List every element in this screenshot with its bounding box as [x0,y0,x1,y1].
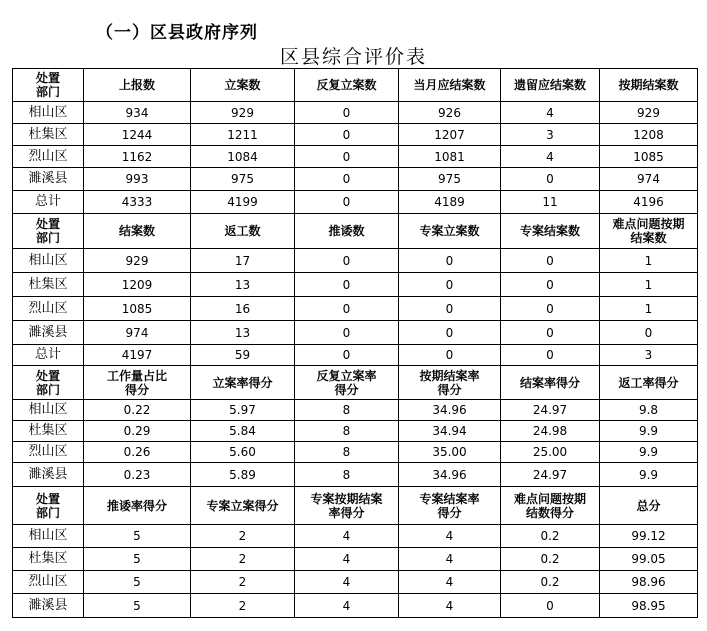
value-cell: 1211 [191,124,295,146]
value-cell: 24.98 [501,421,600,442]
value-cell: 4 [295,548,399,571]
value-cell: 4 [501,146,600,168]
value-cell: 0 [295,321,399,345]
value-cell: 2 [191,571,295,594]
table-row [13,548,698,571]
value-cell: 4 [399,594,501,618]
value-cell: 2 [191,594,295,618]
value-cell: 0.2 [501,548,600,571]
district-cell: 烈山区 [13,442,84,463]
header-cell: 专案结案数 [501,214,600,249]
district-cell: 杜集区 [13,548,84,571]
header-cell: 上报数 [84,69,191,102]
table-row [13,168,698,191]
value-cell: 0 [399,249,501,273]
district-cell: 总计 [13,345,84,366]
value-cell: 16 [191,297,295,321]
value-cell: 929 [84,249,191,273]
value-cell: 0.22 [84,400,191,421]
header-row [13,366,698,400]
header-cell: 推诿率得分 [84,487,191,525]
header-cell: 总分 [600,487,698,525]
value-cell: 993 [84,168,191,191]
header-cell: 结案率得分 [501,366,600,400]
value-cell: 4 [501,102,600,124]
value-cell: 0.2 [501,571,600,594]
header-cell: 专案按期结案 率得分 [295,487,399,525]
value-cell: 0.2 [501,525,600,548]
value-cell: 0 [501,297,600,321]
table-row [13,571,698,594]
header-cell: 结案数 [84,214,191,249]
value-cell: 929 [191,102,295,124]
value-cell: 0 [295,102,399,124]
table-row [13,442,698,463]
value-cell: 99.12 [600,525,698,548]
header-cell: 专案立案得分 [191,487,295,525]
value-cell: 974 [600,168,698,191]
header-cell: 处置 部门 [13,69,84,102]
value-cell: 98.95 [600,594,698,618]
value-cell: 24.97 [501,400,600,421]
value-cell: 1209 [84,273,191,297]
value-cell: 4 [399,571,501,594]
value-cell: 8 [295,421,399,442]
value-cell: 5.89 [191,463,295,487]
value-cell: 17 [191,249,295,273]
value-cell: 4196 [600,191,698,214]
value-cell: 0 [399,321,501,345]
value-cell: 9.9 [600,463,698,487]
header-cell: 难点问题按期 结数得分 [501,487,600,525]
header-cell: 处置 部门 [13,487,84,525]
district-cell: 杜集区 [13,273,84,297]
value-cell: 0.23 [84,463,191,487]
value-cell: 4 [295,525,399,548]
table-row [13,124,698,146]
value-cell: 0 [295,191,399,214]
value-cell: 3 [600,345,698,366]
table-row [13,594,698,618]
table-row [13,525,698,548]
header-cell: 返工率得分 [600,366,698,400]
header-cell: 专案结案率 得分 [399,487,501,525]
value-cell: 34.96 [399,400,501,421]
header-row [13,487,698,525]
district-cell: 相山区 [13,400,84,421]
district-cell: 相山区 [13,102,84,124]
value-cell: 0 [295,168,399,191]
value-cell: 0 [295,273,399,297]
header-cell: 工作量占比 得分 [84,366,191,400]
value-cell: 1162 [84,146,191,168]
evaluation-table-body [13,69,698,618]
value-cell: 0 [399,273,501,297]
header-cell: 遗留应结案数 [501,69,600,102]
value-cell: 34.96 [399,463,501,487]
value-cell: 4197 [84,345,191,366]
header-cell: 处置 部门 [13,366,84,400]
value-cell: 0 [295,345,399,366]
header-cell: 处置 部门 [13,214,84,249]
header-cell: 返工数 [191,214,295,249]
header-cell: 按期结案率 得分 [399,366,501,400]
value-cell: 13 [191,321,295,345]
district-cell: 杜集区 [13,421,84,442]
value-cell: 0 [399,345,501,366]
header-cell: 反复立案率 得分 [295,366,399,400]
header-cell: 难点问题按期 结案数 [600,214,698,249]
value-cell: 5 [84,571,191,594]
value-cell: 5 [84,525,191,548]
value-cell: 35.00 [399,442,501,463]
table-row [13,421,698,442]
value-cell: 3 [501,124,600,146]
value-cell: 975 [191,168,295,191]
value-cell: 59 [191,345,295,366]
value-cell: 8 [295,442,399,463]
value-cell: 5.60 [191,442,295,463]
value-cell: 1081 [399,146,501,168]
value-cell: 0 [501,168,600,191]
value-cell: 4 [399,525,501,548]
table-row [13,463,698,487]
value-cell: 11 [501,191,600,214]
value-cell: 1244 [84,124,191,146]
value-cell: 98.96 [600,571,698,594]
table-row [13,146,698,168]
value-cell: 0.26 [84,442,191,463]
value-cell: 4 [399,548,501,571]
header-cell: 当月应结案数 [399,69,501,102]
value-cell: 4333 [84,191,191,214]
value-cell: 0.29 [84,421,191,442]
value-cell: 0 [501,594,600,618]
value-cell: 5.97 [191,400,295,421]
value-cell: 0 [295,249,399,273]
header-cell: 立案率得分 [191,366,295,400]
table-row [13,297,698,321]
value-cell: 9.9 [600,421,698,442]
value-cell: 2 [191,525,295,548]
value-cell: 934 [84,102,191,124]
value-cell: 25.00 [501,442,600,463]
table-row [13,345,698,366]
district-cell: 总计 [13,191,84,214]
value-cell: 974 [84,321,191,345]
district-cell: 杜集区 [13,124,84,146]
value-cell: 1208 [600,124,698,146]
value-cell: 1 [600,297,698,321]
table-row [13,191,698,214]
header-cell: 专案立案数 [399,214,501,249]
value-cell: 5 [84,548,191,571]
value-cell: 926 [399,102,501,124]
table-row [13,102,698,124]
value-cell: 0 [600,321,698,345]
header-row [13,214,698,249]
district-cell: 濉溪县 [13,321,84,345]
value-cell: 1207 [399,124,501,146]
value-cell: 0 [399,297,501,321]
district-cell: 相山区 [13,249,84,273]
value-cell: 0 [501,345,600,366]
value-cell: 99.05 [600,548,698,571]
district-cell: 烈山区 [13,297,84,321]
value-cell: 1 [600,249,698,273]
value-cell: 0 [295,124,399,146]
district-cell: 烈山区 [13,146,84,168]
header-cell: 反复立案数 [295,69,399,102]
value-cell: 4 [295,571,399,594]
value-cell: 0 [295,297,399,321]
value-cell: 2 [191,548,295,571]
value-cell: 8 [295,463,399,487]
header-cell: 推诿数 [295,214,399,249]
value-cell: 975 [399,168,501,191]
value-cell: 0 [295,146,399,168]
header-cell: 按期结案数 [600,69,698,102]
value-cell: 1085 [84,297,191,321]
section-heading: （一）区县政府序列 [96,23,258,43]
table-row [13,273,698,297]
table-row [13,249,698,273]
district-cell: 濉溪县 [13,168,84,191]
table-row [13,321,698,345]
value-cell: 0 [501,249,600,273]
value-cell: 5.84 [191,421,295,442]
evaluation-table [12,68,698,618]
value-cell: 1084 [191,146,295,168]
value-cell: 4199 [191,191,295,214]
value-cell: 8 [295,400,399,421]
value-cell: 0 [501,273,600,297]
district-cell: 相山区 [13,525,84,548]
district-cell: 烈山区 [13,571,84,594]
value-cell: 9.9 [600,442,698,463]
district-cell: 濉溪县 [13,594,84,618]
value-cell: 0 [501,321,600,345]
district-cell: 濉溪县 [13,463,84,487]
value-cell: 4189 [399,191,501,214]
value-cell: 1 [600,273,698,297]
value-cell: 5 [84,594,191,618]
value-cell: 4 [295,594,399,618]
value-cell: 9.8 [600,400,698,421]
value-cell: 24.97 [501,463,600,487]
value-cell: 34.94 [399,421,501,442]
table-row [13,400,698,421]
value-cell: 13 [191,273,295,297]
header-cell: 立案数 [191,69,295,102]
value-cell: 929 [600,102,698,124]
table-title: 区县综合评价表 [279,46,427,68]
header-row [13,69,698,102]
value-cell: 1085 [600,146,698,168]
